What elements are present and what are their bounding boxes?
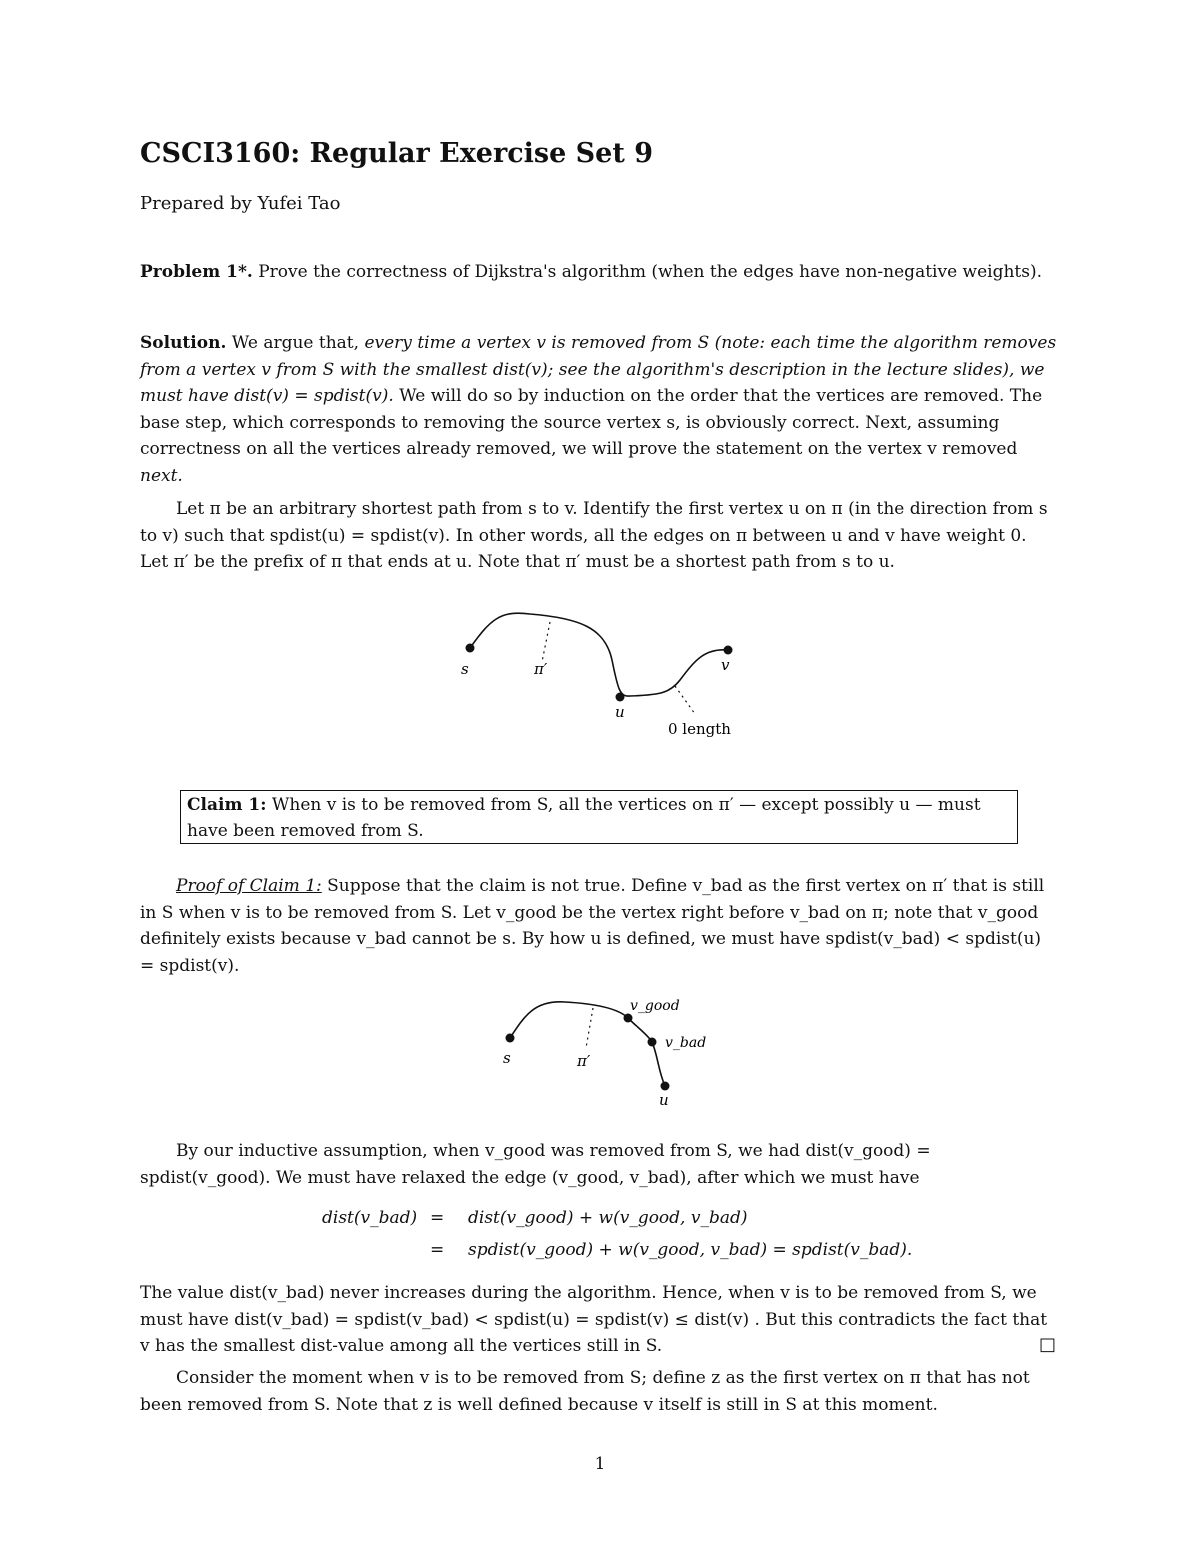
vertex-s-2 (506, 1034, 515, 1043)
solution-intro: We argue that, (231, 333, 360, 353)
label-v: v (721, 656, 730, 674)
page-title: CSCI3160: Regular Exercise Set 9 (140, 138, 654, 169)
path-curve-2 (510, 1002, 665, 1086)
label-s-2: s (503, 1049, 511, 1067)
pi-prime-pointer (542, 622, 550, 662)
label-vgood: v_good (630, 998, 680, 1014)
paragraph-consider: Consider the moment when v is to be removed from S; define z as the first vertex on π that has not been removed from S. Note that z is well defined because v itself is still in S at this moment. (140, 1368, 1030, 1415)
problem-paragraph (140, 259, 1060, 286)
proof-text: Suppose that the claim is not true. Define v_bad as the first vertex on π′ that is still in S when v is to be removed from S. Let v_good be the vertex right before v_bad on π; note that v_good definitely exists because v_bad cannot be s. By how u is defined, we must have spdist(v_bad) < spdist(u) = spdist(v). (140, 876, 1045, 976)
label-u: u (615, 703, 625, 721)
paragraph-shortest-path: Let π be an arbitrary shortest path from s to v. Identify the first vertex u on π (in the direction from s to v) such that spdist(u) = spdist(v). In other words, all the edges on π between u and v have weight 0. Let π′ be the prefix of π that ends at u. Note that π′ must be a shortest path from s to u. (140, 499, 1048, 572)
proof-head: Proof of Claim 1: (176, 876, 322, 896)
solution-paragraph (140, 330, 1060, 489)
equation-eq2: = (430, 1240, 445, 1260)
claim-label: Claim 1: (187, 795, 267, 815)
claim-text: When v is to be removed from S, all the vertices on π′ — except possibly u — must have been removed from S. (187, 795, 981, 841)
label-u-2: u (659, 1091, 669, 1109)
equation-rhs2: spdist(v_good) + w(v_good, v_bad) = spdist(v_bad). (468, 1240, 913, 1260)
equation-eq1: = (430, 1208, 445, 1228)
vertex-u (616, 693, 625, 702)
vertex-vgood (624, 1014, 633, 1023)
solution-next: next. (140, 465, 183, 486)
problem-label: Problem 1*. (140, 262, 253, 282)
paragraph-inductive: By our inductive assumption, when v_good was removed from S, we had dist(v_good) = spdist(v_good). We must have relaxed the edge (v_good, v_bad), after which we must have (140, 1141, 931, 1188)
paragraph-value (140, 1280, 1060, 1360)
vertex-u-2 (661, 1082, 670, 1091)
label-pi-prime-2: π′ (577, 1052, 591, 1070)
label-pi-prime: π′ (534, 660, 548, 678)
proof-paragraph (140, 873, 1060, 979)
paragraph-value-text: The value dist(v_bad) never increases during the algorithm. Hence, when v is to be removed from S, we must have dist(v_bad) = spdist(v_bad) < spdist(u) = spdist(v) ≤ dist(v) . But this contradicts the fact that v has the smallest dist-value among all the vertices still in S. (140, 1283, 1048, 1356)
vertex-v (724, 646, 733, 655)
figure-vgood-vbad-diagram (490, 990, 720, 1115)
zero-length-pointer (675, 686, 695, 714)
path-curve (470, 613, 728, 696)
solution-rest: We will do so by induction on the order that the vertices are removed. The base step, which corresponds to removing the source vertex s, is obviously correct. Next, assuming correctness on all the vertices already removed, we will prove the statement on the vertex v removed (140, 386, 1043, 459)
equation-lhs: dist(v_bad) (322, 1208, 418, 1228)
figure-path-diagram (450, 600, 770, 750)
solution-label: Solution. (140, 333, 227, 353)
label-zero-length: 0 length (668, 720, 731, 738)
claim-box (180, 790, 1018, 844)
pi-prime-pointer-2 (586, 1008, 593, 1048)
equation-rhs1: dist(v_good) + w(v_good, v_bad) (468, 1208, 748, 1228)
solution-claim: every time a vertex v is removed from S (note: each time the algorithm removes from a vertex v from S with the smallest dist(v); see the algorithm's description in the lecture slides), we must have dist(v) = spdist(v). (140, 333, 1057, 406)
label-s: s (461, 660, 469, 678)
author-line: Prepared by Yufei Tao (140, 193, 341, 214)
qed-symbol: □ (1038, 1334, 1056, 1355)
vertex-vbad (648, 1038, 657, 1047)
vertex-s (466, 644, 475, 653)
problem-text: Prove the correctness of Dijkstra's algorithm (when the edges have non-negative weights). (258, 262, 1043, 282)
page-number: 1 (594, 1454, 606, 1474)
label-vbad: v_bad (665, 1035, 707, 1051)
